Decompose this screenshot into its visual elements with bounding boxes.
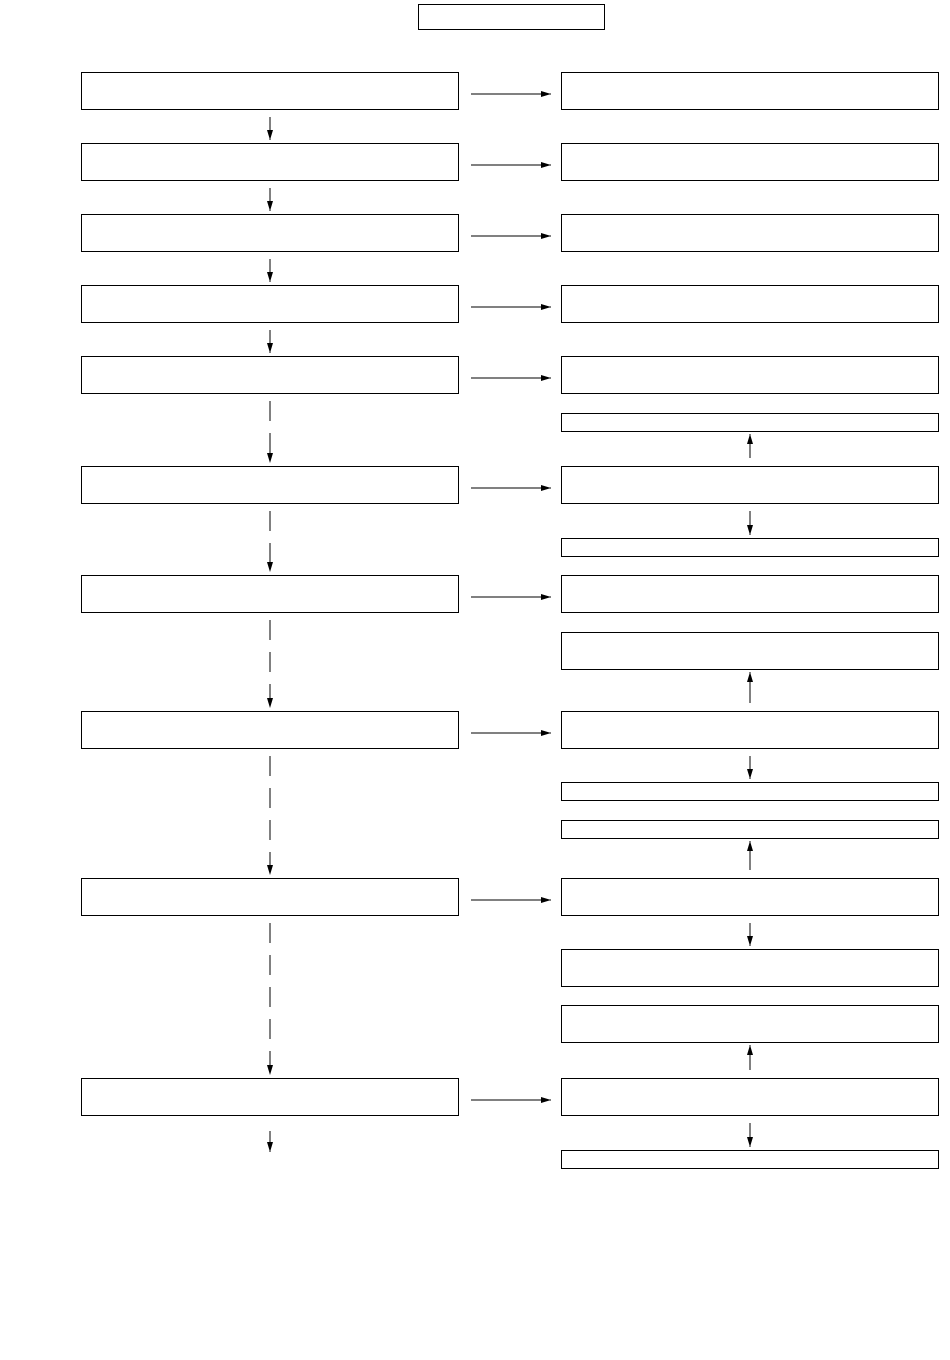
left-step-10-frame: [82, 1079, 459, 1116]
right-strip-5: [562, 1151, 939, 1169]
left-step-6: [82, 467, 459, 504]
right-box-10-frame: [562, 879, 939, 916]
right-box-5-frame: [562, 357, 939, 394]
right-box-7-frame: [562, 576, 939, 613]
left-step-3-frame: [82, 215, 459, 252]
right-box-3: [562, 215, 939, 252]
right-box-12: [562, 1006, 939, 1043]
left-step-5: [82, 357, 459, 394]
right-box-13: [562, 1079, 939, 1116]
right-box-11-frame: [562, 950, 939, 987]
right-box-4: [562, 286, 939, 323]
left-step-8: [82, 712, 459, 749]
right-box-9: [562, 712, 939, 749]
left-step-1-frame: [82, 73, 459, 110]
right-box-8-frame: [562, 633, 939, 670]
right-strip-4-frame: [562, 821, 939, 839]
left-step-1: [82, 73, 459, 110]
left-step-8-frame: [82, 712, 459, 749]
right-strip-1-frame: [562, 414, 939, 432]
left-step-2-frame: [82, 144, 459, 181]
right-strip-3-frame: [562, 783, 939, 801]
right-box-2: [562, 144, 939, 181]
left-step-7: [82, 576, 459, 613]
right-strip-5-frame: [562, 1151, 939, 1169]
right-box-6: [562, 467, 939, 504]
right-box-13-frame: [562, 1079, 939, 1116]
right-box-1: [562, 73, 939, 110]
title-box: [419, 5, 605, 30]
right-strip-2: [562, 539, 939, 557]
right-box-9-frame: [562, 712, 939, 749]
right-box-10: [562, 879, 939, 916]
right-strip-4: [562, 821, 939, 839]
right-box-12-frame: [562, 1006, 939, 1043]
right-strip-3: [562, 783, 939, 801]
title-box-frame: [419, 5, 605, 30]
left-step-2: [82, 144, 459, 181]
right-box-4-frame: [562, 286, 939, 323]
left-step-9-frame: [82, 879, 459, 916]
right-box-8: [562, 633, 939, 670]
right-strip-2-frame: [562, 539, 939, 557]
right-box-1-frame: [562, 73, 939, 110]
right-box-3-frame: [562, 215, 939, 252]
connectors: [270, 94, 750, 1152]
left-step-4-frame: [82, 286, 459, 323]
right-box-11: [562, 950, 939, 987]
left-step-7-frame: [82, 576, 459, 613]
boxes: [82, 5, 939, 1169]
right-box-2-frame: [562, 144, 939, 181]
right-box-7: [562, 576, 939, 613]
right-strip-1: [562, 414, 939, 432]
left-step-5-frame: [82, 357, 459, 394]
right-box-6-frame: [562, 467, 939, 504]
left-step-9: [82, 879, 459, 916]
left-step-6-frame: [82, 467, 459, 504]
right-box-5: [562, 357, 939, 394]
left-step-10: [82, 1079, 459, 1116]
left-step-3: [82, 215, 459, 252]
left-step-4: [82, 286, 459, 323]
